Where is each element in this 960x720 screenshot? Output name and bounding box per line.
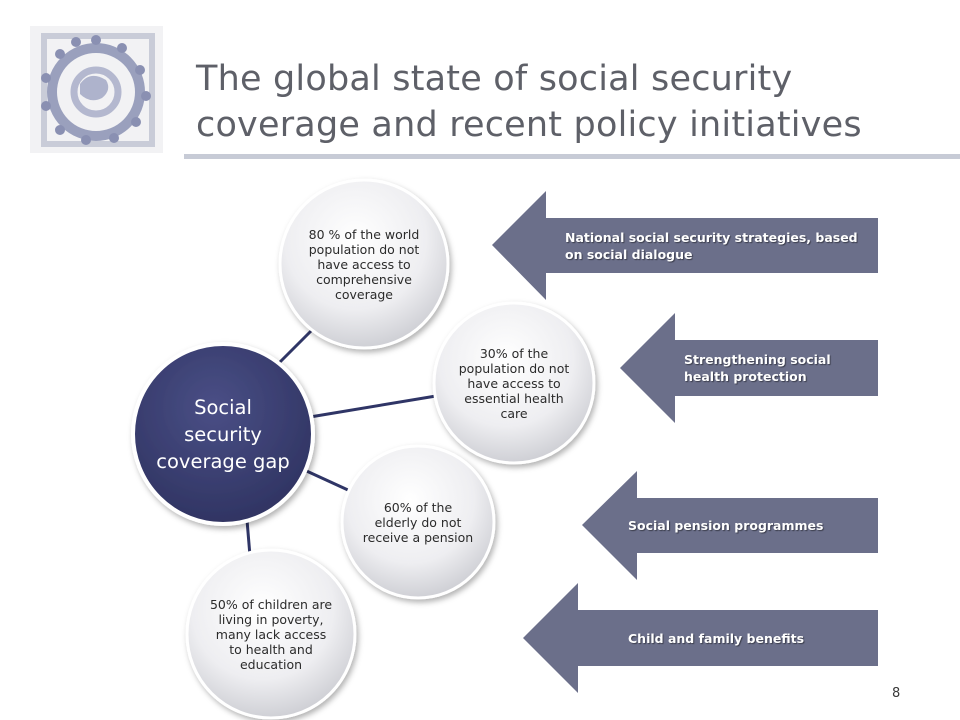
page-number: 8 (892, 686, 901, 701)
arrow-label: Child and family benefits (628, 630, 805, 646)
page-title: The global state of social security coverage and recent policy initiatives (196, 59, 862, 145)
circle-node-label: 60% of the elderly do not receive a pension (362, 499, 474, 545)
arrow-label: Strengthening social health protection (684, 352, 831, 384)
arrow-label: National social security strategies, based on social dialogue (565, 229, 858, 262)
connector-line (310, 396, 436, 417)
connector-line (300, 468, 348, 490)
circle-node-label: 80 % of the world population do not have access to comprehensive coverage (308, 226, 420, 302)
connector-line (247, 520, 250, 556)
circle-node-label: 30% of the population do not have access to essential health care (458, 345, 570, 421)
arrow-label: Social pension programmes (628, 518, 824, 533)
connector-line (278, 330, 312, 364)
center-node-label: Social security coverage gap (156, 395, 290, 473)
circle-node-label: 50% of children are living in poverty, many lack access to health and education (209, 596, 333, 672)
